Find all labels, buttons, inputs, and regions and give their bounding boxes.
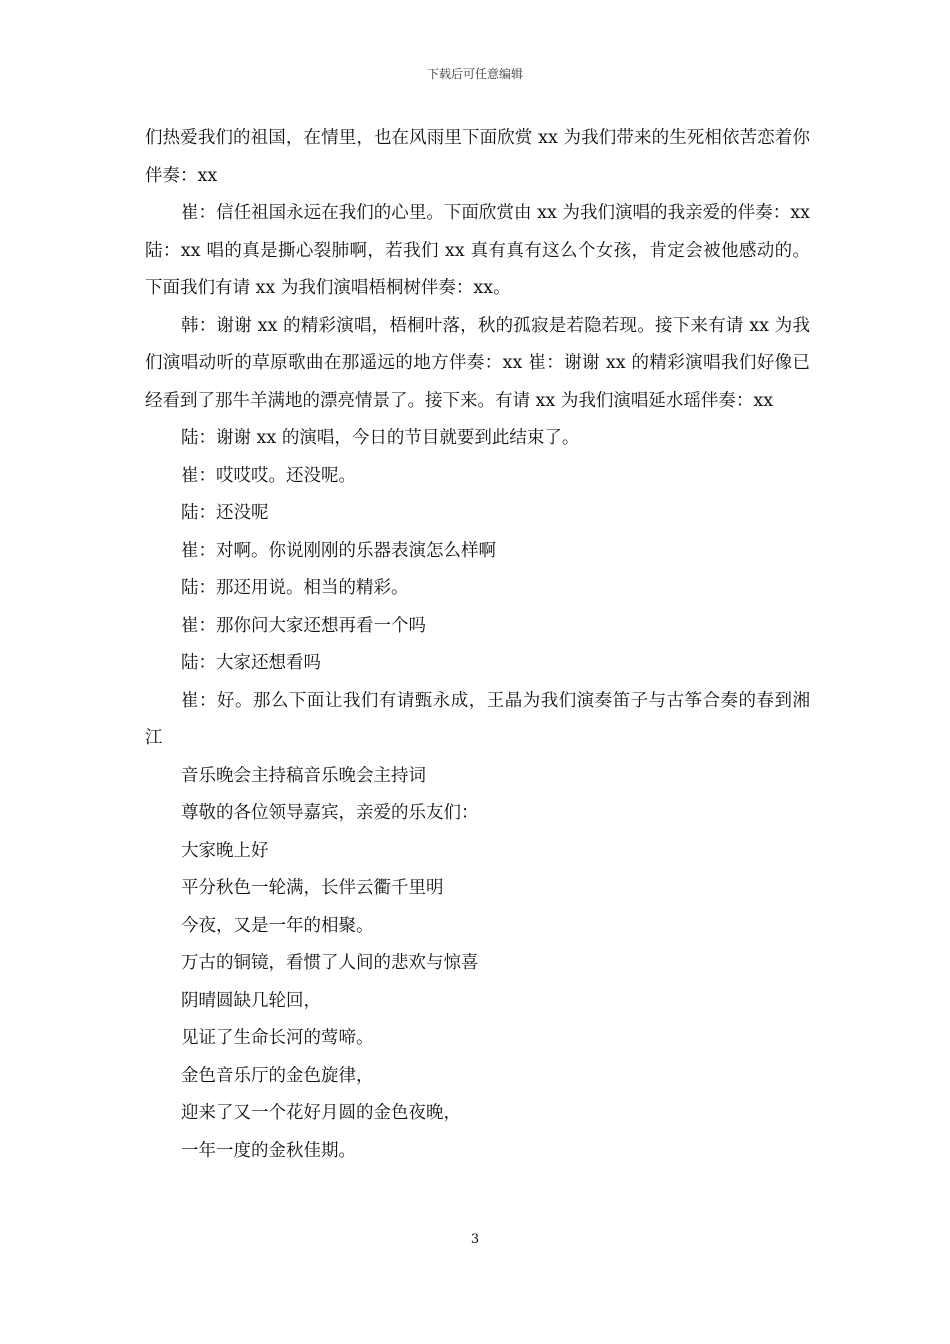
paragraph: 们热爱我们的祖国，在情里，也在风雨里下面欣赏 xx 为我们带来的生死相依苦恋着你伴奏：xx	[145, 128, 810, 186]
page-number: 3	[470, 1232, 480, 1247]
paragraph: 万古的铜镜，看惯了人间的悲欢与惊喜	[181, 953, 479, 973]
paragraph: 韩：谢谢 xx 的精彩演唱，梧桐叶落，秋的孤寂是若隐若现。接下来有请 xx 为我们演唱动听的草原歌曲在那遥远的地方伴奏：xx 崔：谢谢 xx 的精彩演唱我们好像已经看到了那牛羊满地的漂亮情景了。接下来。有请 xx 为我们演唱延水瑶伴奏：xx	[145, 315, 810, 411]
paragraph: 尊敬的各位领导嘉宾，亲爱的乐友们：	[181, 803, 479, 823]
paragraph: 金色音乐厅的金色旋律，	[181, 1065, 374, 1086]
paragraph: 一年一度的金秋佳期。	[181, 1140, 356, 1161]
paragraph: 崔：对啊。你说刚刚的乐器表演怎么样啊	[181, 540, 496, 561]
paragraph: 音乐晚会主持稿音乐晚会主持词	[181, 765, 426, 786]
paragraph: 今夜，又是一年的相聚。	[181, 915, 374, 936]
page-header: 下载后可任意编辑	[426, 67, 523, 81]
paragraph: 崔：信任祖国永远在我们的心里。下面欣赏由 xx 为我们演唱的我亲爱的伴奏：xx 陆：xx 唱的真是撕心裂肺啊，若我们 xx 真有真有这么个女孩，肯定会被他感动的。下面我们有请 xx 为我们演唱梧桐树伴奏：xx。	[145, 203, 810, 298]
paragraph: 见证了生命长河的莺啼。	[181, 1028, 374, 1048]
document-body	[145, 120, 810, 1170]
paragraph: 崔：哎哎哎。还没呢。	[181, 465, 356, 486]
paragraph: 崔：好。那么下面让我们有请甄永成，王晶为我们演奏笛子与古筝合奏的春到湘江	[145, 690, 810, 748]
paragraph: 崔：那你问大家还想再看一个吗	[181, 615, 426, 636]
paragraph: 陆：大家还想看吗	[181, 653, 321, 673]
paragraph: 阴晴圆缺几轮回，	[181, 990, 321, 1011]
paragraph: 大家晚上好	[181, 840, 269, 861]
paragraph: 平分秋色一轮满，长伴云衢千里明	[181, 878, 444, 898]
paragraph: 迎来了又一个花好月圆的金色夜晚，	[181, 1103, 461, 1123]
paragraph: 陆：还没呢	[181, 503, 269, 523]
paragraph: 陆：谢谢 xx 的演唱，今日的节目就要到此结束了。	[181, 428, 580, 448]
paragraph: 陆：那还用说。相当的精彩。	[181, 578, 409, 598]
